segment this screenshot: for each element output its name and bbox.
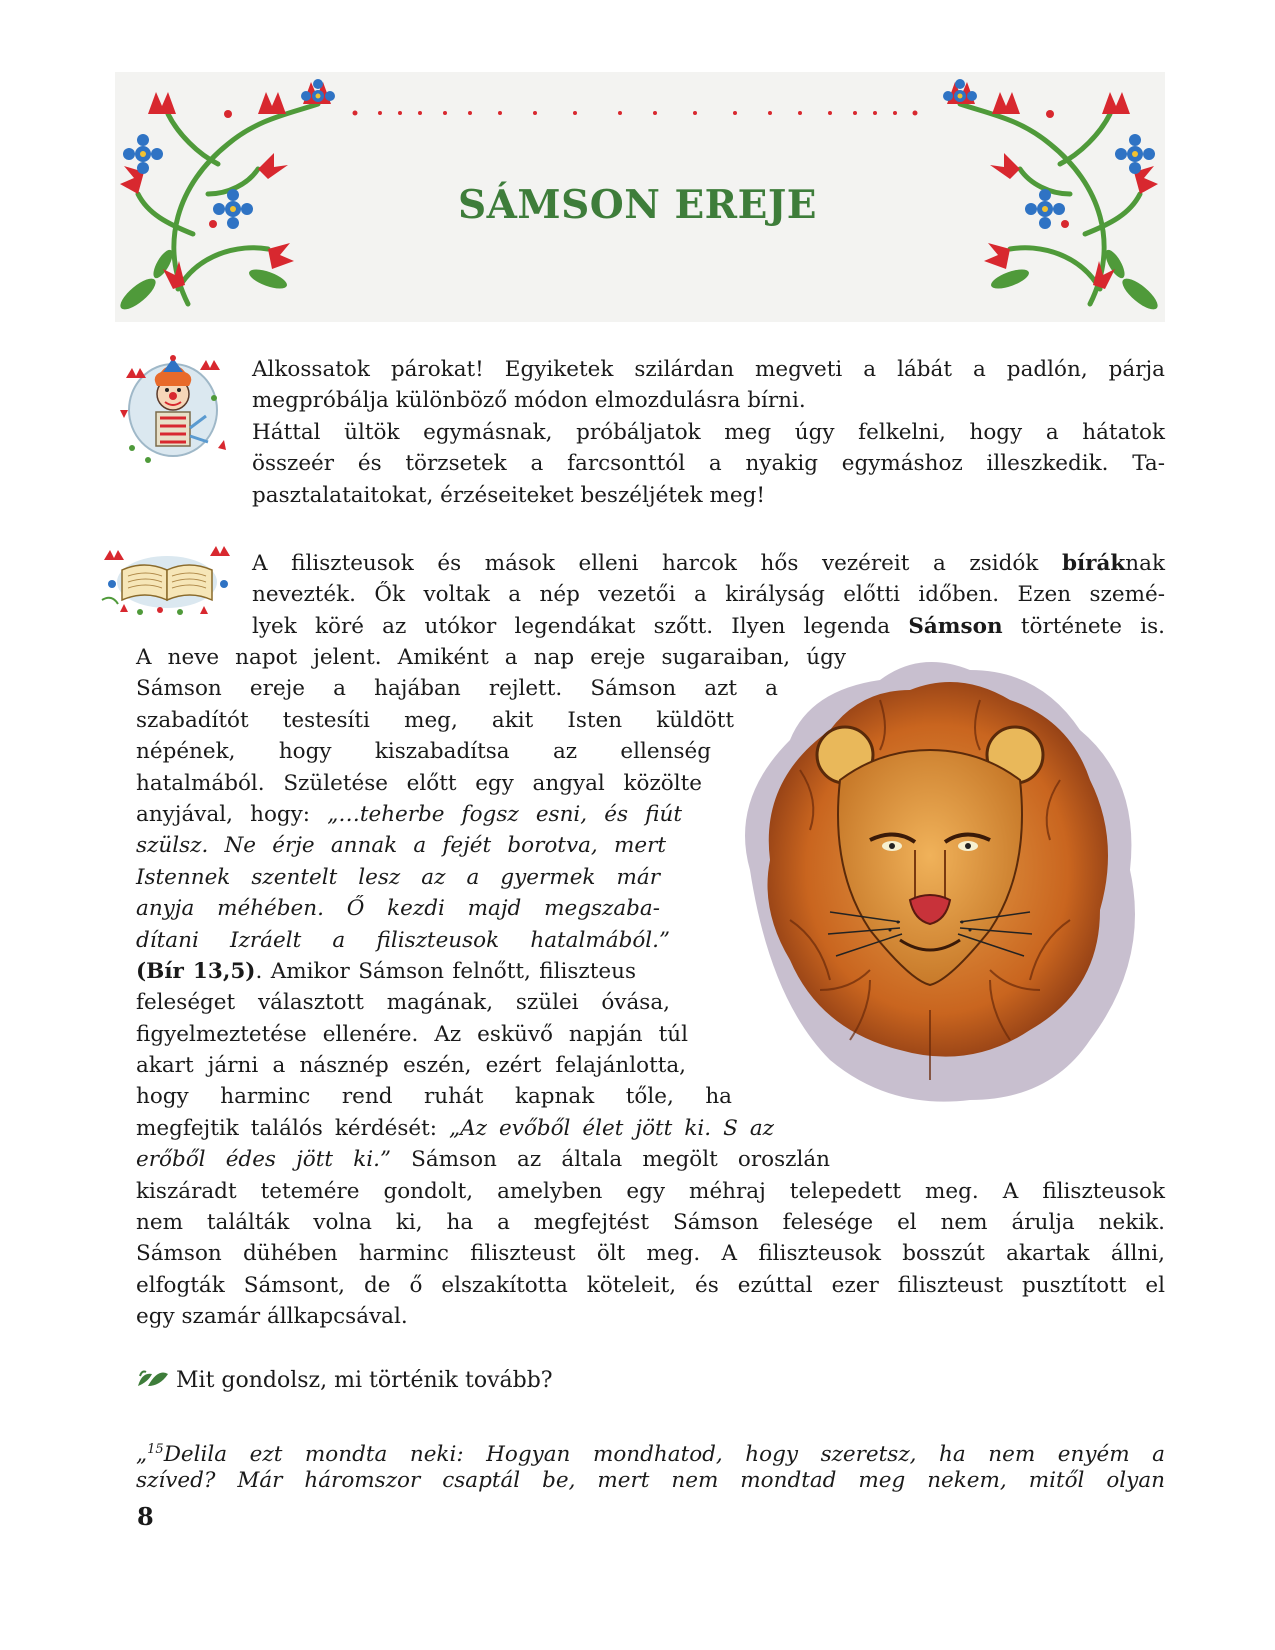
scripture-passage — [136, 1434, 1165, 1497]
dotted-border — [350, 108, 925, 118]
reading-line: feleséget választott magának, szülei óvása, — [136, 990, 670, 1016]
verse-number: 15 — [147, 1442, 164, 1457]
reading-line: (Bír 13,5). Amikor Sámson felnőtt, filiszteus — [136, 958, 636, 984]
reading-line: népének, hogy kiszabadítsa az ellenség — [136, 739, 711, 765]
reading-line: nem találták volna ki, ha a megfejtést Sámson felesége el nem árulja nekik. — [136, 1210, 1165, 1236]
reading-intro-line: A filiszteusok és mások elleni harcok hős vezéreit a zsidók bíráknak — [252, 551, 1165, 576]
scripture-line: „$^{15}$Delila ezt mondta neki: Hogyan mondhatod, hogy szeretsz, ha nem enyém a — [136, 1442, 1165, 1468]
open-book-icon — [100, 540, 235, 620]
reading-intro — [252, 548, 1165, 642]
reading-line: egy szamár állkapcsával. — [136, 1304, 408, 1330]
reading-line: Istennek szentelt lesz az a gyermek már — [136, 864, 660, 890]
reading-line: Sámson ereje a hajában rejlett. Sámson azt a — [136, 676, 778, 702]
riddle-quote: erőből édes jött ki.” — [136, 1147, 391, 1173]
activity-instructions — [252, 354, 1165, 511]
reading-body — [136, 642, 1165, 1333]
reading-line: elfogták Sámsont, de ő elszakította köteleit, és ezúttal ezer filiszteust pusztított el — [136, 1272, 1165, 1298]
reading-line: szabadítót testesíti meg, akit Isten küldött — [136, 707, 734, 733]
activity-line: összeér és törzsetek a farcsonttól a nyakig egymáshoz illeszkedik. Ta- — [252, 451, 1165, 477]
discussion-question: Mit gondolsz, mi történik tovább? — [136, 1368, 553, 1393]
reading-line: hogy harminc rend ruhát kapnak tőle, ha — [136, 1084, 732, 1110]
page-number: 8 — [137, 1502, 154, 1531]
reading-line: anyja méhében. Ő kezdi majd megszaba- — [136, 896, 660, 922]
bible-reference: (Bír 13,5) — [136, 958, 256, 984]
reading-line: anyjával, hogy: „…teherbe fogsz esni, és fiút — [136, 801, 682, 827]
scripture-quote: „…teherbe fogsz esni, és fiút — [327, 801, 682, 827]
activity-line: Háttal ültök egymásnak, próbáljatok meg úgy felkelni, hogy a hátatok — [252, 419, 1165, 445]
bold-term: Sámson — [908, 613, 1003, 639]
activity-line: Alkossatok párokat! Egyiketek szilárdan megveti a lábát a padlón, párja — [252, 357, 1165, 382]
bold-term: bírák — [1061, 551, 1126, 576]
activity-line: megpróbálja különböző módon elmozdulásra bírni. — [252, 388, 806, 414]
leaf-icon — [136, 1368, 170, 1390]
reading-line: dítani Izráelt a filiszteusok hatalmából.” — [136, 927, 670, 953]
reading-intro-line: lyek köré az utókor legendákat szőtt. Ilyen legenda Sámson története is. — [252, 613, 1165, 639]
reading-line: akart járni a násznép eszén, ezért felajánlotta, — [136, 1053, 686, 1079]
reading-line: erőből édes jött ki.” Sámson az általa megölt oroszlán — [136, 1147, 830, 1173]
reading-line: Sámson dühében harminc filiszteust ölt meg. A filiszteusok bosszút akartak állni, — [136, 1241, 1165, 1267]
clown-toy-icon — [118, 348, 228, 468]
reading-intro-line: nevezték. Ők voltak a nép vezetői a királyság előtti időben. Ezen szemé- — [252, 582, 1165, 608]
reading-line: megfejtik találós kérdését: „Az evőből élet jött ki. S az — [136, 1115, 774, 1141]
activity-line: pasztalataitokat, érzéseiteket beszéljétek meg! — [252, 482, 766, 508]
reading-line: figyelmeztetése ellenére. Az esküvő napján túl — [136, 1021, 688, 1047]
reading-line: szülsz. Ne érje annak a fejét borotva, mert — [136, 833, 666, 859]
reading-line: kiszáradt tetemére gondolt, amelyben egy méhraj telepedett meg. A filiszteusok — [136, 1178, 1165, 1204]
riddle-quote: „Az evőből élet jött ki. S az — [449, 1115, 774, 1141]
reading-line: hatalmából. Születése előtt egy angyal közölte — [136, 770, 702, 796]
page-title: SÁMSON EREJE — [458, 182, 817, 228]
reading-line: A neve napot jelent. Amiként a nap ereje sugaraiban, úgy — [136, 645, 846, 670]
scripture-line: szíved? Már háromszor csaptál be, mert nem mondtad meg nekem, mitől olyan — [136, 1468, 1165, 1494]
